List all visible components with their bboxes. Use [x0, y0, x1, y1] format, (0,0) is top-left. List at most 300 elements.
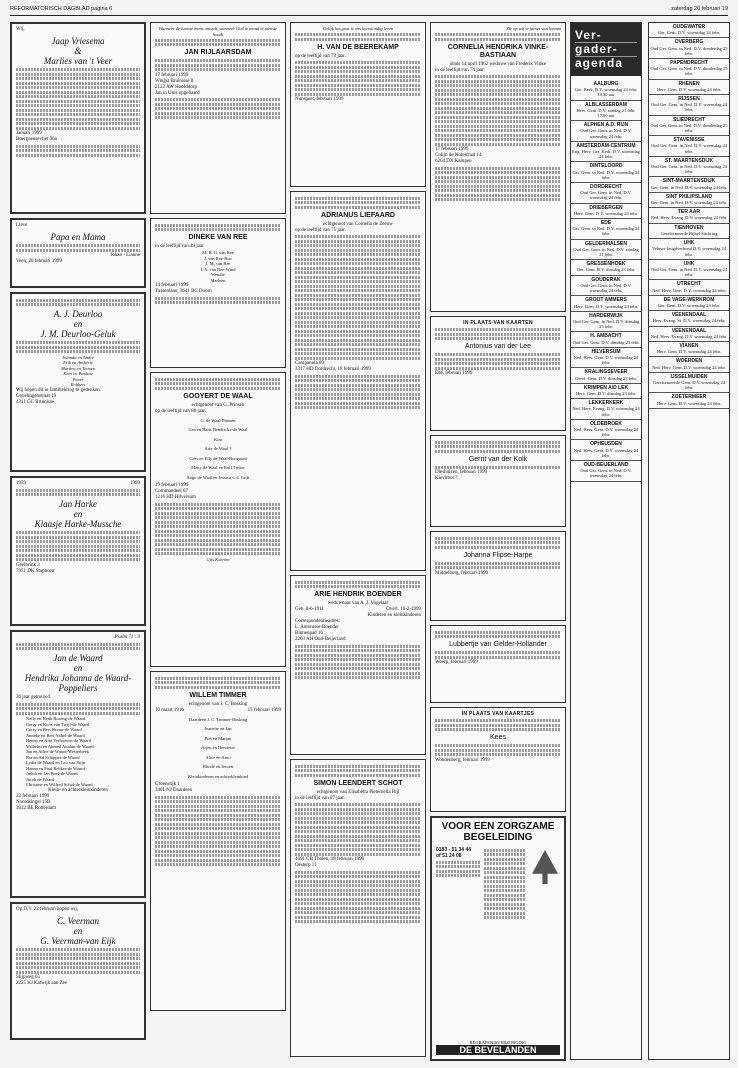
sign-line: Hanna en Paul Bekker-de Waard — [26, 765, 85, 771]
sign-line: Alice en Arno — [205, 754, 231, 760]
agenda-item — [649, 327, 729, 342]
ad-van-der-kolk — [430, 435, 566, 527]
agenda-place: TIENHOVEN — [674, 224, 704, 231]
agenda-place: SINT-MAARTENSDIJK — [662, 178, 716, 185]
ad-address: Kievitbot 7 — [435, 476, 458, 481]
sign-line: Jacob de Waard — [26, 776, 55, 782]
agenda-detail: Ger. Gem. in Ned. D.V. woensdag 24 febr. — [650, 184, 728, 190]
year-start: 1959 — [16, 481, 26, 486]
deceased-name: ADRIANUS LIEFAARD — [321, 211, 395, 219]
ad-address: 2225 KJ Katwijk aan Zee — [16, 981, 68, 986]
agenda-item — [571, 80, 641, 101]
ad-age: op de leeftijd van 73 jaar. — [295, 53, 346, 59]
ad-footer-brand: DE BEVELANDEN — [436, 1045, 560, 1055]
ad-date: 17 februari 1999 — [155, 72, 189, 78]
agenda-item — [571, 204, 641, 219]
date-died: 15 februari 1999 — [247, 707, 281, 713]
ad-date: 19 februari 1999 — [155, 483, 189, 488]
agenda-place: DE VAGE-WERKROM — [663, 296, 715, 303]
name-en: en — [73, 319, 83, 329]
ad-age: op de leeftijd van 75 jaar. — [295, 227, 346, 233]
page-header — [10, 6, 728, 16]
agenda-item — [649, 393, 729, 408]
agenda-list — [649, 23, 729, 409]
ad-gooyert — [150, 372, 286, 667]
phone-number: of 51 24 08 — [436, 853, 462, 859]
agenda-item — [571, 101, 641, 122]
ad-subtitle: echtgenoot van Cornelia de Zeeuw — [323, 221, 393, 227]
agenda-item — [571, 420, 641, 441]
agenda-item — [571, 368, 641, 383]
ad-body — [436, 847, 560, 921]
column-5-agenda — [570, 22, 642, 1060]
ad-address: Slijpweg 65 — [16, 975, 41, 980]
agenda-place: RHENEN — [678, 80, 700, 87]
ad-text — [484, 847, 526, 921]
deceased-name: GOOYERT DE WAAL — [183, 392, 253, 400]
agenda-detail: Oud Ger. Gem. in Ned. D.V. woensdag 24 febr. — [580, 468, 632, 479]
year-end: 1999 — [130, 481, 140, 486]
name-2: Klaasje Harke-Mussche — [34, 519, 122, 529]
agenda-detail: Ger. Gem. D.V. woensdag 24 febr. — [658, 30, 720, 36]
ad-headline-1: VOOR EEN ZORGZAME — [441, 821, 555, 832]
couple-name — [16, 499, 140, 529]
sign-line: Piet en Marjan — [204, 735, 232, 741]
ad-note: Jan in Unis opgebaard — [155, 90, 200, 96]
ad-closing: Wij hopen dit in familiekring te gedenken. — [16, 387, 101, 393]
ad-date: Woudenberg, februari 1999 — [435, 757, 490, 763]
ad-subtitle: echtgenoot van J. C. Bosking — [188, 701, 248, 707]
ad-address: 2122 AW Hoofddorp — [155, 84, 198, 90]
ad-address: 7951 DK Staphorst — [16, 568, 55, 574]
ad-address: Oesterp 11 — [295, 863, 317, 868]
sign-line: Arjen en Henriette — [201, 745, 235, 750]
agenda-place: PAPENDRECHT — [670, 60, 708, 67]
sign-line: Nelly en Henk Roseng-de Waard — [26, 716, 86, 721]
agenda-place: IJSSELMUIDEN — [670, 373, 708, 380]
sign-line: M. B. G. van Ree — [202, 250, 234, 255]
quote: Gelijk het gras is ons kortstondig leven — [322, 26, 394, 31]
agenda-item — [649, 239, 729, 260]
agenda-detail: Oud Ger. Gem. D.V. dinsdag 23 febr. — [572, 339, 640, 345]
date-born: Geb. 8-6-1911 — [295, 607, 324, 612]
ad-date: Nunspeet, februari 1999 — [295, 97, 344, 102]
agenda-place: UHK — [683, 240, 695, 247]
sign-line: Kleinkinderen en achterkleinkind — [187, 773, 249, 779]
ad-opening: Lieve — [16, 223, 28, 228]
agenda-item — [571, 440, 641, 461]
agenda-detail: Herv. Evang. St. D.V. woensdag 24 febr. — [652, 318, 726, 324]
agenda-item — [571, 183, 641, 204]
sign-line: Kim — [213, 436, 222, 442]
agenda-place: HILVERSUM — [591, 348, 621, 355]
agenda-item — [649, 136, 729, 157]
agenda-item — [571, 399, 641, 420]
agenda-detail: Ned. Herv. Evang. D.V. woensdag 24 febr. — [572, 406, 640, 417]
agenda-place: OUD-BEIJERLAND — [583, 461, 629, 468]
deceased-name: CORNELIA HENDRIKA VINKE-BASTIAAN — [447, 43, 549, 59]
agenda-place: ST. MAARTENSDIJK — [664, 157, 714, 164]
agenda-item — [571, 461, 641, 482]
ad-kees — [430, 707, 566, 812]
agenda-item — [571, 312, 641, 333]
agenda-detail: Ger. Gem. D.V. dinsdag 23 febr. — [577, 267, 635, 273]
deceased-name: Lubbertje van Gelder-Hollander — [449, 641, 547, 648]
ad-address: 3401 NJ Daardeen — [155, 788, 193, 793]
ad-veerman — [10, 902, 146, 1040]
agenda-place: VIANEN — [679, 342, 699, 349]
agenda-detail: Oud Ger. Gem. in Ned. D.V. woensdag 24 febr. — [580, 282, 632, 294]
agenda-detail: Ned. Herv. Evang. D.V. woensdag 24 febr. — [650, 215, 728, 221]
ad-schot — [290, 759, 426, 1057]
sign-line: Augo de Waal en Jessica v. d. Grift — [186, 474, 250, 480]
agenda-list — [571, 80, 641, 482]
agenda-item — [649, 59, 729, 80]
agenda-item — [649, 342, 729, 357]
agenda-place: GOUDERAK — [591, 276, 621, 283]
ad-years — [16, 481, 140, 487]
agenda-place: OUDEWATER — [672, 24, 706, 30]
agenda-detail: Herv. Gem. D.V. woensdag 24 febr. — [656, 349, 722, 355]
agenda-place: H. AMBACHT — [590, 333, 622, 340]
ad-years: 36 jaar getrouwd. — [16, 695, 52, 700]
ad-address: Noordsingel 15B — [16, 799, 51, 805]
agenda-item — [649, 193, 729, 208]
agenda-item — [649, 311, 729, 326]
agenda-place: VEENENDAAL — [671, 327, 707, 334]
date-born: 10 maart 1916 — [155, 707, 184, 713]
sign-line: Corry en Bert Kroon-de Waard — [26, 727, 82, 732]
sign-line: J. M. van Ree — [205, 261, 231, 266]
agenda-place: RIJSSEN — [678, 96, 700, 103]
ad-address: Boergoensevliet 56a — [16, 137, 57, 142]
name-2: G. Veerman-van Eijk — [40, 936, 116, 946]
ad-vriesema — [10, 22, 146, 214]
agenda-detail: Herv. Gem. D.V. woensdag 24 febr. — [573, 210, 639, 216]
date-died: Overl. 16-2-1999 — [386, 607, 421, 612]
sign-line: Kees en Pauline — [63, 371, 93, 376]
agenda-place: AALBURG — [593, 81, 619, 87]
sign-line: Wilhelm en Ahmed Aitalan-de Waard — [26, 743, 94, 749]
agenda-detail: Ned. Herv. Gem. D.V. woensdag 24 febr. — [573, 354, 639, 366]
agenda-place: GELDERMALSEN — [585, 240, 627, 247]
agenda-detail: Oud Ger. Gem. in Ned. D.V. woensdag 24 febr. — [580, 128, 632, 139]
agenda-place: LEKKERKERK — [588, 400, 624, 407]
deceased-name: WILLEM TIMMER — [189, 691, 247, 699]
ad-date: Middelburg, februari 1999 — [435, 570, 489, 576]
ad-address: Geelbrink 3 — [16, 562, 40, 568]
deceased-name: Antonius van der Lee — [464, 343, 532, 350]
agenda-item — [649, 357, 729, 372]
deceased-name: DINEKE VAN REE — [188, 234, 248, 241]
agenda-item — [649, 116, 729, 137]
ad-date: Dieshuizen, februari 1999 — [435, 470, 488, 475]
ad-signatures — [155, 717, 281, 780]
deceased-name: ARIE HENDRIK BOENDER — [314, 591, 402, 598]
deceased-name: Gerrit van der Kolk — [468, 455, 528, 463]
ad-signatures — [16, 716, 140, 788]
agenda-place: ALPHEN A.D. RIJN — [583, 122, 629, 129]
ad-date: 14 februari 1999 — [155, 283, 189, 288]
agenda-detail: Ger. Gem. in Ned. D.V. woensdag 24 febr. — [572, 169, 640, 180]
sign-line: Judith en Jan Boel-de Waard — [26, 771, 78, 776]
ad-signature: Johan - Lianne — [110, 253, 140, 258]
deceased-name: JAN RIJLAARSDAM — [184, 49, 252, 56]
agenda-place: DINTELOORD — [589, 163, 623, 170]
ad-date: Ede, februari 1999 — [435, 371, 473, 376]
deceased-name: Kees — [490, 734, 506, 741]
agenda-detail: Veluwe Jeugdverbond D.V. woensdag 24 febr. — [652, 246, 726, 257]
phone-number: 0183 - 51 34 44 — [436, 847, 472, 853]
ad-address: 2203 AH Oud-Beijerland — [295, 637, 346, 642]
ad-signatures — [16, 355, 140, 388]
ad-harke — [10, 476, 146, 626]
ad-signatures — [155, 250, 281, 283]
sign-line: Christine en Wilfred Schol-de Waard — [26, 782, 93, 787]
ad-address: Wingst Bruinisse 8 — [155, 78, 194, 84]
ad-dineke — [150, 218, 286, 368]
sign-line: Robbert — [70, 382, 86, 387]
sign-line: Jan en Adrie de Waard-Westerbeek — [26, 749, 89, 754]
name-en: en — [73, 926, 83, 936]
ad-subtitle: echtgenoot van G. Prinsen — [191, 402, 245, 408]
sign-line: Anneke en Bert Nobel-de Waard — [26, 732, 85, 738]
name-1: C. Veerman — [57, 916, 99, 926]
agenda-detail: Ned. Herv. Evang. D.V. woensdag 24 febr. — [650, 333, 728, 339]
ad-signatures — [155, 418, 281, 481]
column-6-agenda — [648, 22, 730, 1060]
ad-liefaard — [290, 191, 426, 571]
couple-name — [16, 916, 140, 946]
agenda-place: DRIEBERGEN — [589, 204, 623, 211]
agenda-detail: Ger. Kerk, D.V. woensdag 24 febr. 19.30 uur — [574, 87, 638, 98]
agenda-item — [649, 224, 729, 239]
deceased-name: SIMON LEENDERT SCHOT — [313, 779, 403, 787]
ad-footer: Gijs Koerten — [206, 556, 230, 562]
agenda-item — [571, 276, 641, 297]
agenda-detail: Gereformeerde Gem. D.V. woensdag 24 febr. — [652, 379, 726, 391]
ad-subtitle: sinds 14 april 1962 weduwe van Frederik Vinke — [450, 61, 546, 67]
bible-verse: Psalm 71 : 9 — [114, 635, 140, 640]
ad-date: 17 februari 1999 — [435, 147, 469, 152]
sign-line: Pieter — [72, 376, 84, 382]
ad-de-waard — [10, 630, 146, 898]
ad-headline — [436, 821, 560, 843]
agenda-detail: Oud Ger. Gem. in Ned. D.V. woensdag 24 febr. — [651, 266, 727, 278]
quote: Zie op wij te jaeset van lennen — [506, 26, 561, 31]
agenda-detail: Oud Ger. Gem. in Ned. D.V. zondag 21 febr. — [573, 246, 639, 258]
name-en: en — [73, 509, 83, 519]
agenda-item — [571, 384, 641, 399]
agenda-place: ZOETERMEER — [671, 394, 707, 401]
agenda-place: DORDRECHT — [590, 184, 622, 191]
agenda-detail: Ger. Gem. in Ned. D.V. woensdag 24 febr. — [572, 226, 640, 237]
agenda-item — [571, 332, 641, 347]
column-4 — [430, 22, 566, 1060]
ad-in-plaats-van-kaarten — [430, 316, 566, 431]
agenda-title-1: Ver- — [575, 29, 637, 43]
sign-line: Jolanda en André — [62, 354, 94, 360]
name-1: A. J. Deurloo — [53, 309, 103, 319]
agenda-item — [571, 240, 641, 261]
ad-address: 4311 GC Bruinisse — [16, 399, 55, 405]
sign-line: Martine en Tiemen — [61, 365, 95, 371]
sign-line: J. van Ree-Roo — [204, 255, 232, 261]
agenda-place: HARDERWIJK — [589, 312, 623, 319]
ad-footer-sub: BEGRAFENISVERZORGING — [469, 1039, 527, 1045]
name-en: en — [73, 663, 83, 673]
ad-footer-block — [436, 1040, 560, 1056]
sign-line: Arie de Waal † — [204, 446, 232, 451]
agenda-detail: Herv. Gem. D.V. woensdag 24 febr. — [573, 303, 639, 309]
agenda-item — [649, 80, 729, 95]
ad-address: Gevelingenstraat 19 — [16, 393, 57, 399]
agenda-item — [649, 280, 729, 295]
ad-address: 3317 HD Dordrecht, 18 februari 1999 — [295, 367, 371, 372]
ad-age: op de leeftijd van 88 jaar. — [155, 408, 206, 414]
agenda-place: UHK — [683, 260, 695, 267]
agenda-item — [649, 260, 729, 281]
greeting-name: Papa en Mama — [50, 232, 106, 242]
name-2: Hendrika Johanna de Waard- — [24, 673, 132, 683]
agenda-detail: Oud Ger. Gem. in Ned. D.V. donderdag 25 febr. — [650, 122, 728, 134]
ad-date: 22 februari 1999 — [16, 793, 50, 799]
agenda-detail: Geref. Gem. D.V. dinsdag 23 febr. — [575, 375, 637, 381]
agenda-detail: Oud Ger. Gem. in Ned. D.V. woensdag 24 febr. — [651, 102, 727, 113]
header-left: REFORMATORISCH DAGBLAD pagina 6 — [10, 6, 113, 12]
ad-address: 6264 DX Kampen — [435, 159, 472, 164]
ad-address: Groenstijk 1 — [155, 782, 180, 787]
sign-line: Ria en Ad Schipper-de Waard — [26, 754, 80, 760]
agenda-item — [649, 208, 729, 223]
name-2b: Poppeliers — [58, 683, 98, 693]
sign-line: I. A. van Ree-Wind — [200, 266, 236, 272]
ad-address: Tussenlaan, 3641 BC Doorn — [155, 289, 212, 294]
agenda-detail: Herv. Gem. D.V. woensdag 24 febr. — [656, 86, 722, 92]
ad-boender — [290, 575, 426, 755]
ad-beerekamp — [290, 22, 426, 187]
agenda-detail: Oud Ger. Gem. in Ned. D.V. woensdag 24 febr. — [580, 190, 632, 201]
agenda-item — [571, 121, 641, 142]
agenda-item — [571, 219, 641, 240]
ad-kids: Klein- en achterkleinkinderen — [48, 787, 108, 793]
ad-willem-timmer — [150, 671, 286, 1011]
agenda-detail: Ned. Herv. Gem. D.V. woensdag 24 febr. — [652, 287, 726, 293]
agenda-detail: Gereformeerde Bijbel Stichting — [660, 230, 718, 236]
agenda-place: SLIEDRECHT — [673, 116, 705, 123]
agenda-item — [649, 296, 729, 311]
ad-subtitle: weduwnaar van A. J. Vogelaar — [327, 601, 389, 606]
agenda-title-3: agenda — [575, 56, 624, 70]
agenda-detail: Ned. Herv. Gem. D.V. woensdag 24 febr. — [573, 426, 639, 438]
ad-headline-2: BEGELEIDING — [463, 832, 533, 843]
ad-rijlaarsdam — [150, 22, 286, 214]
agenda-detail: Oud Ger. Gem. in Ned. D.V. donderdag 25 febr. — [650, 66, 728, 77]
ad-date: Veen, 20 februari 1999 — [16, 259, 62, 264]
sign-line: Metty de Waal en Rolf Trister — [191, 465, 245, 470]
agenda-item — [571, 348, 641, 369]
agenda-place: OPHEUSDEN — [590, 441, 622, 448]
agenda-detail: Oud Ger. Gem. in Ned. D.V. woensdag 24 febr. — [651, 143, 727, 154]
agenda-place: STAVENISSE — [673, 137, 705, 144]
agenda-detail: Eng. Herv. Ger. Kerk, D.V. woensdag 24 febr. — [572, 149, 640, 160]
sign-line: G. de Waal-Prinsen — [200, 417, 236, 423]
sign-line: Gerry en Koos van Twijf-de Waard — [26, 721, 90, 727]
name-2: Marlies van 't Veer — [43, 56, 113, 66]
ad-opening: Op D.V. 22 februari hopen wij, — [16, 907, 79, 912]
deceased-name: H. VAN DE BEEREKAMP — [317, 43, 399, 51]
agenda-place: OVERBERG — [674, 39, 704, 46]
sign-line: Gea en Hans Hendrickx-de Waal — [188, 427, 248, 432]
agenda-detail: Ger. Gem. D.V. woensdag 24 febr. — [658, 302, 720, 308]
ad-dates — [155, 708, 281, 714]
ad-address: Colijn de Nolestraat 14 — [435, 153, 482, 158]
ad-flipse — [430, 531, 566, 621]
agenda-title — [571, 23, 641, 76]
sign-line: Daardeen J. C. Timmer-Bosking — [188, 716, 248, 722]
ad-bevelanden — [430, 816, 566, 1061]
sign-line: Erik en Anthérie — [63, 360, 93, 365]
name-1: Jan de Waard — [53, 653, 103, 663]
ad-kids: Kinderen en kleinkinderen — [367, 613, 421, 618]
ad-age: in de leeftijd van 49 jaar — [155, 244, 204, 249]
ad-vinke — [430, 22, 566, 312]
column-2 — [150, 22, 286, 1060]
agenda-detail: Ned. Herv. Gem. D.V. woensdag 24 febr. — [652, 364, 726, 370]
ad-address: L. Antonisse-Boender — [295, 625, 339, 630]
name-2: J. M. Deurloo-Geluk — [40, 329, 116, 339]
agenda-place: EDE — [600, 220, 612, 227]
agenda-detail: Herv. Gem. D.V. woensdag 24 febr. — [656, 400, 722, 406]
column-1 — [10, 22, 146, 1060]
ad-van-gelder — [430, 625, 566, 703]
agenda-item — [571, 162, 641, 183]
header-right: zaterdag 20 februari 19 — [671, 6, 728, 12]
sign-line: Rhodé en Jeroen — [203, 764, 233, 769]
quote: Wanneer de laatste mens ontvalt, wanneer God te mond te menste houdt — [158, 26, 278, 37]
deceased-name: Johanna Flipse-Harpe — [463, 551, 533, 559]
ad-deurloo — [10, 292, 146, 472]
sign-line: Marleen — [210, 277, 226, 283]
name-amp: & — [74, 46, 82, 56]
sign-line: Jeanette en Jan — [204, 726, 232, 731]
ad-address: 4691 CB Tholen, 18 februari 1999 — [295, 857, 365, 862]
ad-date: Woerp, februari 1999 — [435, 660, 478, 665]
agenda-item — [649, 177, 729, 192]
agenda-place: UTRECHT — [677, 281, 701, 288]
couple-name — [16, 309, 140, 339]
agenda-detail: Herv. Gem. D.V. zondag 21 febr. 17.00 uur — [576, 107, 636, 119]
section-caption: IN PLAATS VAN KAARTEN — [463, 320, 533, 326]
agenda-place: WOERDEN — [675, 358, 703, 365]
couple-name — [16, 653, 140, 693]
ad-age: in de leeftijd van 87 jaar. — [295, 795, 345, 801]
sign-line: Lydia de Waard en Leo van Stijn — [26, 760, 86, 765]
ad-opening: Wij, — [16, 27, 25, 32]
agenda-item — [649, 23, 729, 38]
ad-address: Commandeel 67 — [155, 489, 188, 494]
agenda-place: SINT PHILIPSLAND — [665, 193, 713, 200]
agenda-item — [571, 260, 641, 275]
agenda-item — [649, 373, 729, 394]
name-1: Jaap Vriesema — [51, 36, 105, 46]
agenda-place: ALBLASSERDAM — [585, 101, 627, 108]
ad-address: Binnenpad 16 — [295, 631, 323, 636]
ad-papa-mama — [10, 218, 146, 288]
sign-line: Cees en Elly de Waal-Boogaard — [189, 455, 247, 461]
agenda-place: OLDEBROEK — [590, 420, 622, 427]
section-caption: IN PLAATS VAN KAARTJES — [461, 711, 535, 717]
